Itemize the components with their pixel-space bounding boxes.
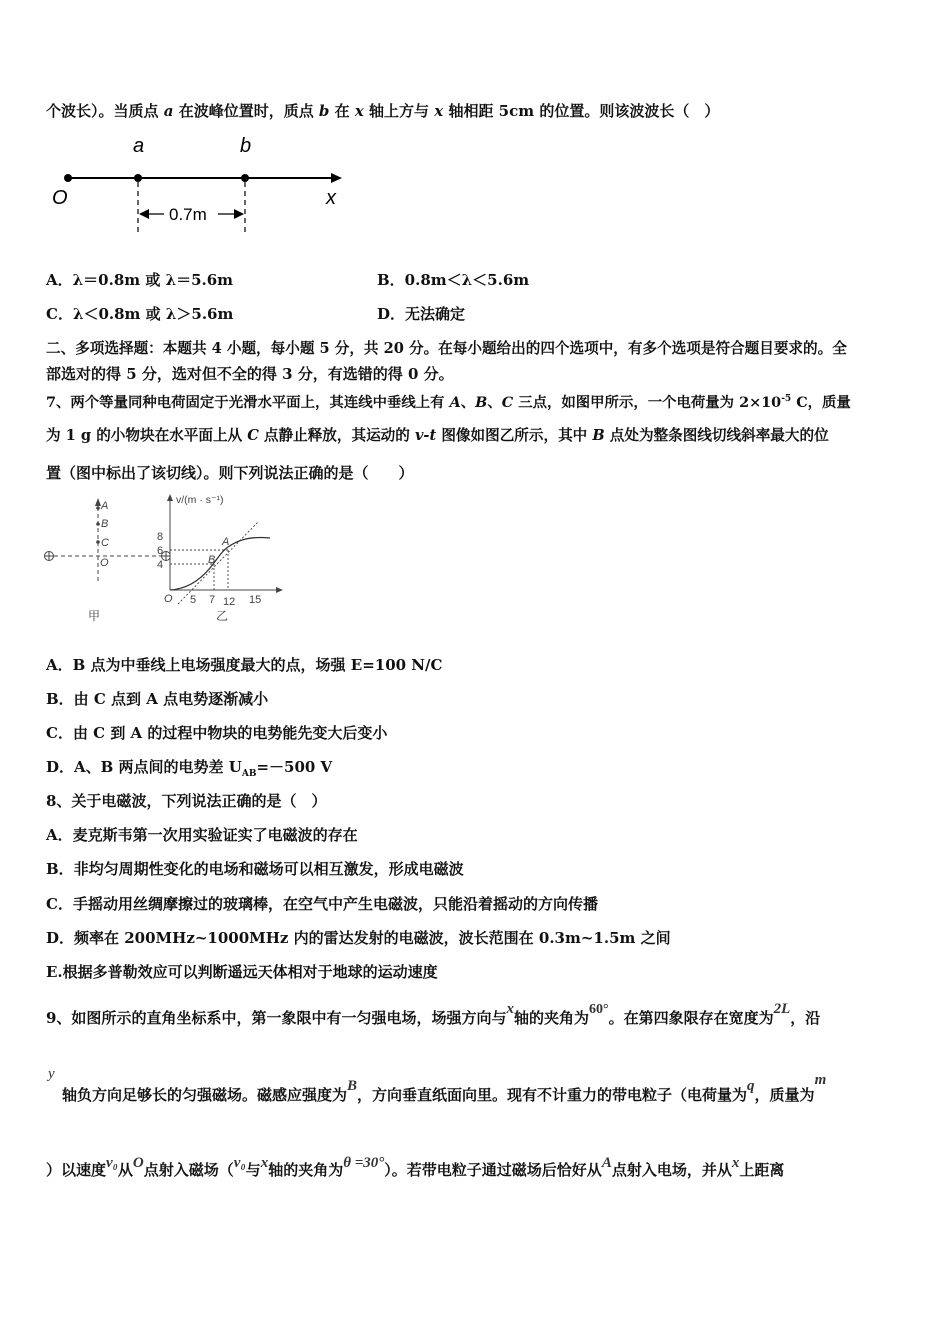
- q7-stem-line2: 为 1 g 的小物块在水平面上从 C 点静止释放，其运动的 v-t 图像如图乙所示，其中 B 点处为整条图线切线斜率最大的位: [46, 427, 829, 444]
- q6-stem-tail: 个波长）。当质点 a 在波峰位置时，质点 b 在 x 轴上方与 x 轴相距 5cm 的位置。则该波波长（ ）: [46, 102, 720, 120]
- label-a: a: [133, 135, 145, 157]
- figure-jia: [40, 492, 170, 627]
- origin-point: [64, 174, 72, 182]
- q9-line2: 轴负方向足够长的匀强磁场。磁感应强度为B，方向垂直纸面向里。现有不计重力的带电粒子（电荷量为q，质量为m: [62, 1072, 827, 1104]
- q9-line1: 9、如图所示的直角坐标系中，第一象限中有一匀强电场，场强方向与x轴的夹角为60°。在第四象限存在宽度为2L，沿: [46, 1001, 821, 1027]
- q6-option-b[interactable]: B．0.8m＜λ＜5.6m: [377, 271, 530, 289]
- point-a: [134, 174, 142, 182]
- label-origin: O: [52, 187, 68, 209]
- yi-y-label: v/(m · s⁻¹): [176, 494, 224, 506]
- yi-tangent-line: [178, 522, 258, 604]
- q8-option-c[interactable]: C．手摇动用丝绸摩擦过的玻璃棒，在空气中产生电磁波，只能沿着摇动的方向传播: [46, 895, 598, 913]
- q8-option-b[interactable]: B．非均匀周期性变化的电场和磁场可以相互激发，形成电磁波: [46, 860, 464, 878]
- q6-option-d[interactable]: D．无法确定: [377, 305, 466, 323]
- yi-xtick-5: 5: [190, 594, 197, 606]
- yi-xtick-15: 15: [249, 594, 262, 606]
- jia-label-b: B: [101, 518, 109, 530]
- q7-stem-line1: 7、两个等量同种电荷固定于光滑水平面上，其连线中垂线上有 A、B、C 三点，如图甲所示，一个电荷量为 $2\times 10^{-5}$ C，质量: [46, 393, 851, 411]
- yi-vt-curve: [170, 537, 270, 590]
- jia-label-c: C: [101, 537, 109, 549]
- point-b: [241, 174, 249, 182]
- yi-label-b: B: [208, 554, 216, 566]
- q8-option-e[interactable]: E.根据多普勒效应可以判断遥远天体相对于地球的运动速度: [46, 963, 438, 981]
- x-axis-arrow-icon: [331, 173, 342, 183]
- q6-option-a[interactable]: A．λ＝0.8m 或 λ＝5.6m: [46, 271, 234, 289]
- q7-option-b[interactable]: B．由 C 点到 A 点电势逐渐减小: [46, 690, 269, 708]
- yi-ytick-4: 4: [157, 559, 164, 571]
- yi-y-arrow-icon: [167, 494, 173, 501]
- dim-arrow-right-icon: [234, 209, 244, 219]
- q7-option-a[interactable]: A．B 点为中垂线上电场强度最大的点，场强 E=100 N/C: [46, 656, 443, 674]
- yi-x-arrow-icon: [276, 587, 283, 593]
- q8-option-d[interactable]: D．频率在 200MHz~1000MHz 内的雷达发射的电磁波，波长范围在 0.3m~1.5m 之间: [46, 929, 671, 947]
- q8-option-a[interactable]: A．麦克斯韦第一次用实验证实了电磁波的存在: [46, 826, 358, 844]
- section2-line1: 二、多项选择题：本题共 4 小题，每小题 5 分，共 20 分。在每小题给出的四个选项中，有多个选项是符合题目要求的。全: [46, 340, 847, 357]
- label-x: x: [326, 187, 336, 209]
- figure-yi: [152, 488, 287, 628]
- q7-option-d[interactable]: D．A、B 两点间的电势差 $U_{AB}=-500$ V: [46, 758, 333, 779]
- q7-option-c[interactable]: C．由 C 到 A 的过程中物块的电势能先变大后变小: [46, 724, 388, 742]
- yi-label-a: A: [222, 536, 230, 548]
- q7-stem-line3: 置（图中标出了该切线）。则下列说法正确的是（ ）: [46, 464, 414, 482]
- dim-arrow-left-icon: [139, 209, 149, 219]
- q9-symbol-y: y: [48, 1066, 55, 1082]
- q8-stem: 8、关于电磁波，下列说法正确的是（ ）: [46, 792, 327, 810]
- distance-label: 0.7m: [169, 205, 207, 224]
- yi-xtick-7: 7: [209, 594, 216, 606]
- q9-line3: ）以速度v₀从O点射入磁场（v₀与x轴的夹角为θ =30°）。若带电粒子通过磁场后恰好从A点射入电场，并从x上距离: [46, 1155, 785, 1179]
- wave-figure: [46, 130, 356, 240]
- yi-xtick-12: 12: [223, 596, 236, 608]
- yi-ytick-6: 6: [157, 545, 164, 557]
- yi-caption: 乙: [216, 609, 229, 623]
- yi-origin: O: [164, 593, 173, 605]
- yi-ytick-8: 8: [157, 531, 164, 543]
- jia-caption: 甲: [88, 609, 101, 623]
- section2-line2: 部选对的得 5 分，选对但不全的得 3 分，有选错的得 0 分。: [46, 365, 454, 383]
- label-b: b: [240, 135, 252, 157]
- jia-label-a: A: [101, 500, 109, 512]
- jia-label-o: O: [100, 557, 109, 569]
- q6-option-c[interactable]: C．λ＜0.8m 或 λ＞5.6m: [46, 305, 234, 323]
